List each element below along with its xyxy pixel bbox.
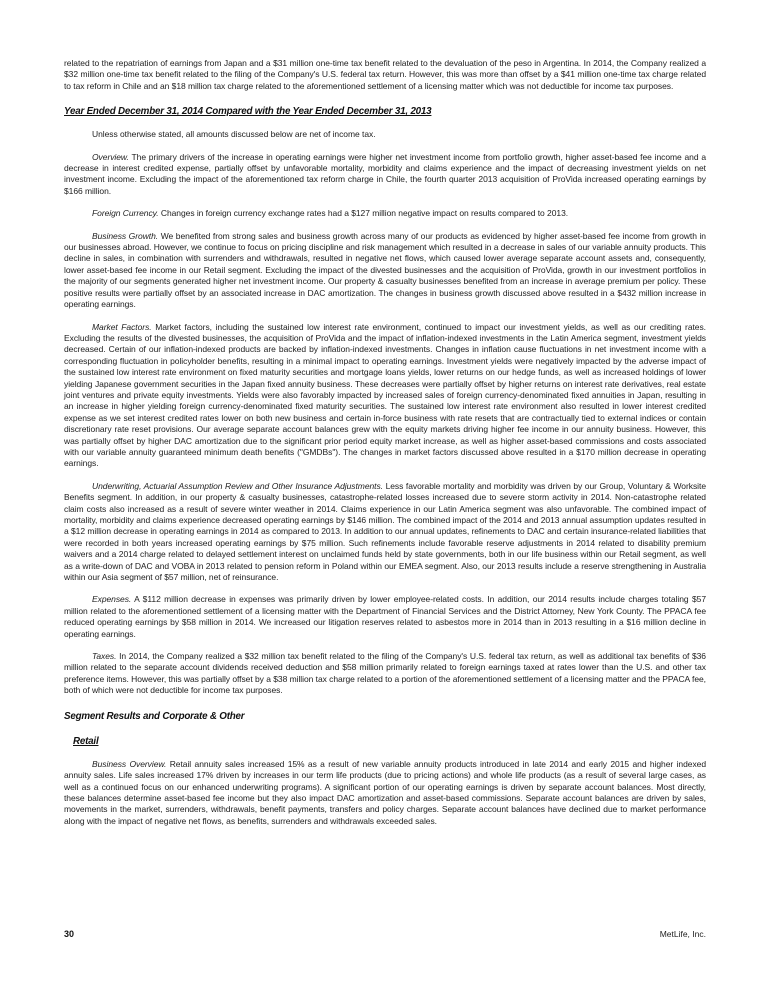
section-heading-segment-results: Segment Results and Corporate & Other (64, 710, 245, 722)
paragraph-text: Changes in foreign currency exchange rates had a $127 million negative impact on results compared to 2013. (158, 208, 569, 219)
paragraph-unless-otherwise (64, 129, 706, 140)
paragraph-taxes (64, 651, 706, 697)
paragraph-lead: Taxes. (92, 651, 117, 662)
paragraph-text: The primary drivers of the increase in operating earnings were higher net investment income from portfolio growth, higher asset-based fee income and a decrease in interest credited expense, partially offset by unfavorable mortality, morbidity and claims experience and the impact of decreasing investment yields on net investment income. Excluding the impact of the aforementioned tax reform charge in Chile, the fourth quarter 2013 acquisition of ProVida increased operating earnings by $166 million. (64, 151, 706, 196)
paragraph-text: related to the repatriation of earnings from Japan and a $31 million one-time tax benefit related to the devaluation of the peso in Argentina. In 2014, the Company realized a $32 million one-time tax benefit related to the filing of the Company's U.S. federal tax return. However, this was more than offset by a $41 million one-time tax charge related to tax reform in Chile and an $18 million tax charge related to the aforementioned settlement of a licensing matter which was not deductible for income tax purposes. (64, 58, 706, 91)
paragraph-lead: Business Growth. (92, 230, 159, 241)
page-number: 30 (64, 929, 75, 939)
paragraph-foreign-currency (64, 208, 706, 219)
subsection-heading-retail: Retail (73, 735, 99, 747)
paragraph-text: Retail annuity sales increased 15% as a result of new variable annuity products introduced in late 2014 and early 2015 and higher indexed annuity sales. Life sales increased 17% driven by increases in our term life products (due to pricing actions) and whole life products (as a result of several large cases, as well as a continued focus on our enhanced underwriting programs). A significant portion of our operating earnings is driven by separate account balances. Most directly, these balances determine asset-based fee income but they also impact DAC amortization and asset-based commissions. Separate account balances are driven by sales, movements in the market, surrenders, withdrawals, benefit payments, transfers and policy charges. Separate account balances have declined due to market performance along with the impact of negative net flows, as benefits, surrenders and withdrawals exceeded sales. (64, 758, 706, 826)
paragraph-business-overview (64, 759, 706, 827)
paragraph-lead: Underwriting, Actuarial Assumption Review and Other Insurance Adjustments. (92, 480, 383, 491)
paragraph-text: In 2014, the Company realized a $32 million tax benefit related to the filing of the Company's U.S. federal tax return, as well as additional tax benefits of $36 million related to the separate account dividends received deduction and $58 million primarily related to foreign earnings taxed at rates lower than the U.S. and other tax preference items. However, this was partially offset by a $38 million tax charge related to a portion of the aforementioned settlement of a licensing matter and the PPACA fee, both of which were not deductible for income tax purposes. (64, 651, 706, 696)
paragraph-business-growth (64, 231, 706, 311)
page-content (64, 58, 706, 838)
paragraph-overview (64, 152, 706, 198)
paragraph-continuation (64, 58, 706, 92)
paragraph-lead: Foreign Currency. (92, 208, 159, 219)
footer-company-name: MetLife, Inc. (659, 929, 706, 939)
paragraph-lead: Business Overview. (92, 758, 167, 769)
paragraph-text: A $112 million decrease in expenses was primarily driven by lower employee-related costs. In addition, our 2014 results include charges totaling $57 million related to the aforementioned settlement of a licensing matter with the Department of Financial Services and the District Attorney, New York County. The PPACA fee reduced operating earnings by $58 million in 2014. We increased our litigation reserves related to asbestos more in 2014 than in 2013 resulting in a $16 million decline in operating earnings. (64, 594, 706, 639)
paragraph-market-factors (64, 322, 706, 470)
paragraph-text: Less favorable mortality and morbidity was driven by our Group, Voluntary & Worksite Benefits segment. In addition, in our property & casualty businesses, catastrophe-related losses increased due to severe storm activity in 2014. Non-catastrophe related claim costs also increased as a result of severe winter weather in 2014. Claims experience in our Latin America segment was also unfavorable. The combined impact of mortality, morbidity and claims experience decreased operating earnings by $146 million. The combined impact of the 2014 and 2013 annual assumption updates resulted in a $12 million decrease in operating earnings in 2014 as compared to 2013. In addition to our annual updates, refinements to DAC and certain insurance-related liabilities that were recorded in both years increased operating earnings by $75 million. Such refinements include favorable reserve adjustments in 2014 related to disability premium waivers and a 2014 charge related to delayed settlement interest on unclaimed funds held by state governments, both in our life business within our Retail segment, as well as a write-down of DAC and VOBA in 2013 related to pension reform in Poland within our EMEA segment. Also, our 2013 results include a reserve strengthening in Australia within our Asia segment of $57 million, net of reinsurance. (64, 480, 706, 583)
paragraph-text: We benefited from strong sales and business growth across many of our products as evidenced by higher asset-based fee income from growth in our businesses abroad. However, we continue to focus on pricing discipline and risk management which resulted in a decrease in sales of our variable annuity products. This decline in sales, in combination with surrenders and withdrawals, resulted in negative net flows, which caused lower average separate account assets and, consequently, lower asset-based fee income in our Retail segment. Excluding the impact of the divested businesses and the acquisition of ProVida, growth in our investment portfolios in the majority of our segments generated higher net investment income. Our property & casualty businesses benefited from an increase in average premium per policy. These positive results were partially offset by an associated increase in DAC amortization. The changes in business growth discussed above resulted in a $432 million increase in operating earnings. (64, 230, 706, 310)
paragraph-lead: Market Factors. (92, 321, 152, 332)
paragraph-underwriting (64, 481, 706, 584)
page-footer (64, 929, 706, 939)
section-heading-year-ended-comparison: Year Ended December 31, 2014 Compared with the Year Ended December 31, 2013 (64, 106, 432, 118)
paragraph-text: Market factors, including the sustained low interest rate environment, continued to impact our investment yields, as well as our crediting rates. Excluding the results of the divested businesses, the acquisition of ProVida and the impact of inflation-indexed investments in the Latin America segment, investment yields decreased. Certain of our inflation-indexed products are backed by inflation-indexed investments. Changes in inflation cause fluctuations in net investment income with a corresponding fluctuation in policyholder benefits, resulting in a minimal impact to operating earnings. Investment yields were negatively impacted by the adverse impact of the sustained low interest rate environment on fixed maturity securities and mortgage loans yields, lower returns on our hedge funds, as well as increased holdings of lower yielding Japanese government securities in the Japan fixed annuity business. These decreases were partially offset by higher returns on interest rate derivatives, real estate joint ventures and private equity investments. Yields were also favorably impacted by increased sales of foreign currency-denominated fixed annuities in Japan, resulting in an increase in higher yielding foreign currency-denominated fixed maturity securities. The sustained low interest rate environment also resulted in lower interest credited expense as we set interest credited rates lower on both new business and certain in-force business with rate resets that are contractually tied to external indices or contain discretionary rate reset provisions. Our average separate account balances grew with the equity markets driving higher fee income in our annuity business. However, this was partially offset by higher DAC amortization due to the significant prior period equity market increase, as well as higher asset-based commissions and costs associated with our variable annuity guaranteed minimum death benefits ("GMDBs"). The changes in market factors discussed above resulted in a $170 million decrease in operating earnings. (64, 321, 706, 469)
paragraph-text: Unless otherwise stated, all amounts discussed below are net of income tax. (92, 129, 376, 140)
paragraph-lead: Expenses. (92, 594, 132, 605)
paragraph-lead: Overview. (92, 151, 129, 162)
paragraph-expenses (64, 594, 706, 640)
